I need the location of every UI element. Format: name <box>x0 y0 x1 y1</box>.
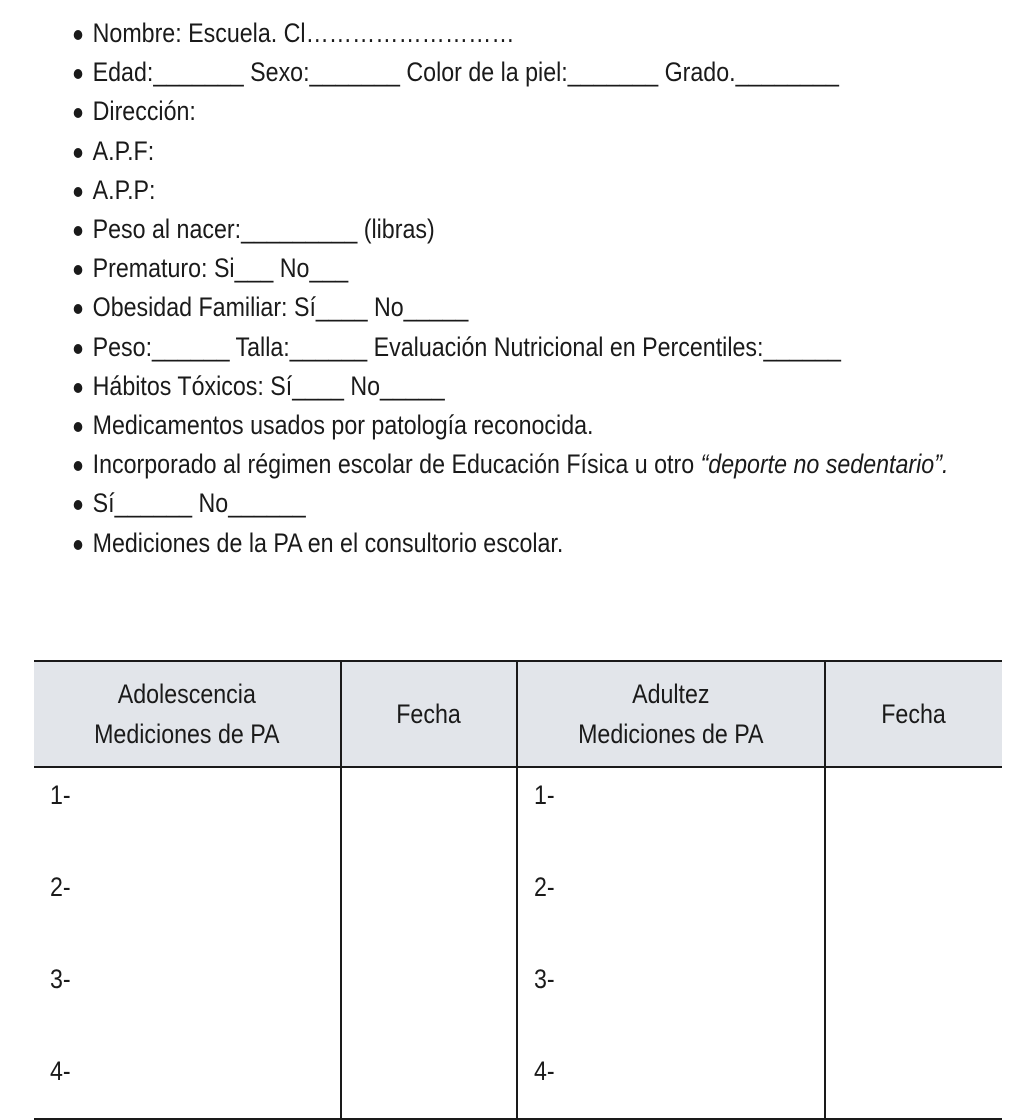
cell-fecha-1 <box>341 860 517 952</box>
pa-measurements-table <box>34 660 1002 1120</box>
table-row <box>34 952 1002 1044</box>
cell-fecha-1 <box>341 767 517 860</box>
cell-fecha-1 <box>341 952 517 1044</box>
field-app: A.P.P: <box>72 171 880 210</box>
cell-adultez: 2- <box>517 860 825 952</box>
table-row <box>34 767 1002 860</box>
cell-adultez: 1- <box>517 767 825 860</box>
field-edad-sexo-color-grado: Edad:_______ Sexo:_______ Color de la piel:_______ Grado.________ <box>72 53 880 92</box>
patient-form-list <box>72 14 949 563</box>
cell-fecha-1 <box>341 1044 517 1119</box>
header-adultez: Adultez Mediciones de PA <box>517 661 825 767</box>
header-adolescencia: Adolescencia Mediciones de PA <box>34 661 341 767</box>
field-habitos-toxicos: Hábitos Tóxicos: Sí____ No_____ <box>72 367 880 406</box>
cell-adultez: 3- <box>517 952 825 1044</box>
cell-fecha-2 <box>825 952 1002 1044</box>
cell-fecha-2 <box>825 860 1002 952</box>
field-peso-al-nacer: Peso al nacer:_________ (libras) <box>72 210 880 249</box>
cell-fecha-2 <box>825 767 1002 860</box>
table-row <box>34 860 1002 952</box>
field-nombre: Nombre: Escuela. Cl……………………… <box>72 14 880 53</box>
educacion-fisica-text: Incorporado al régimen escolar de Educación Física u otro <box>92 449 701 480</box>
cell-adolescencia: 2- <box>34 860 341 952</box>
cell-adolescencia: 3- <box>34 952 341 1044</box>
cell-adolescencia: 1- <box>34 767 341 860</box>
field-obesidad-familiar: Obesidad Familiar: Sí____ No_____ <box>72 288 880 327</box>
header-fecha-2: Fecha <box>825 661 1002 767</box>
educacion-fisica-italic: “deporte no sedentario”. <box>700 449 949 480</box>
table-header-row <box>34 661 1002 767</box>
cell-fecha-2 <box>825 1044 1002 1119</box>
field-medicamentos: Medicamentos usados por patología reconocida. <box>72 406 880 445</box>
cell-adolescencia: 4- <box>34 1044 341 1119</box>
field-si-no: Sí______ No______ <box>72 484 880 523</box>
field-direccion: Dirección: <box>72 92 880 131</box>
field-mediciones-pa: Mediciones de la PA en el consultorio escolar. <box>72 524 880 563</box>
field-educacion-fisica <box>72 445 953 484</box>
cell-adultez: 4- <box>517 1044 825 1119</box>
field-prematuro: Prematuro: Si___ No___ <box>72 249 880 288</box>
field-peso-talla: Peso:______ Talla:______ Evaluación Nutricional en Percentiles:______ <box>72 328 880 367</box>
field-apf: A.P.F: <box>72 132 880 171</box>
header-fecha-1: Fecha <box>341 661 517 767</box>
table-row <box>34 1044 1002 1119</box>
